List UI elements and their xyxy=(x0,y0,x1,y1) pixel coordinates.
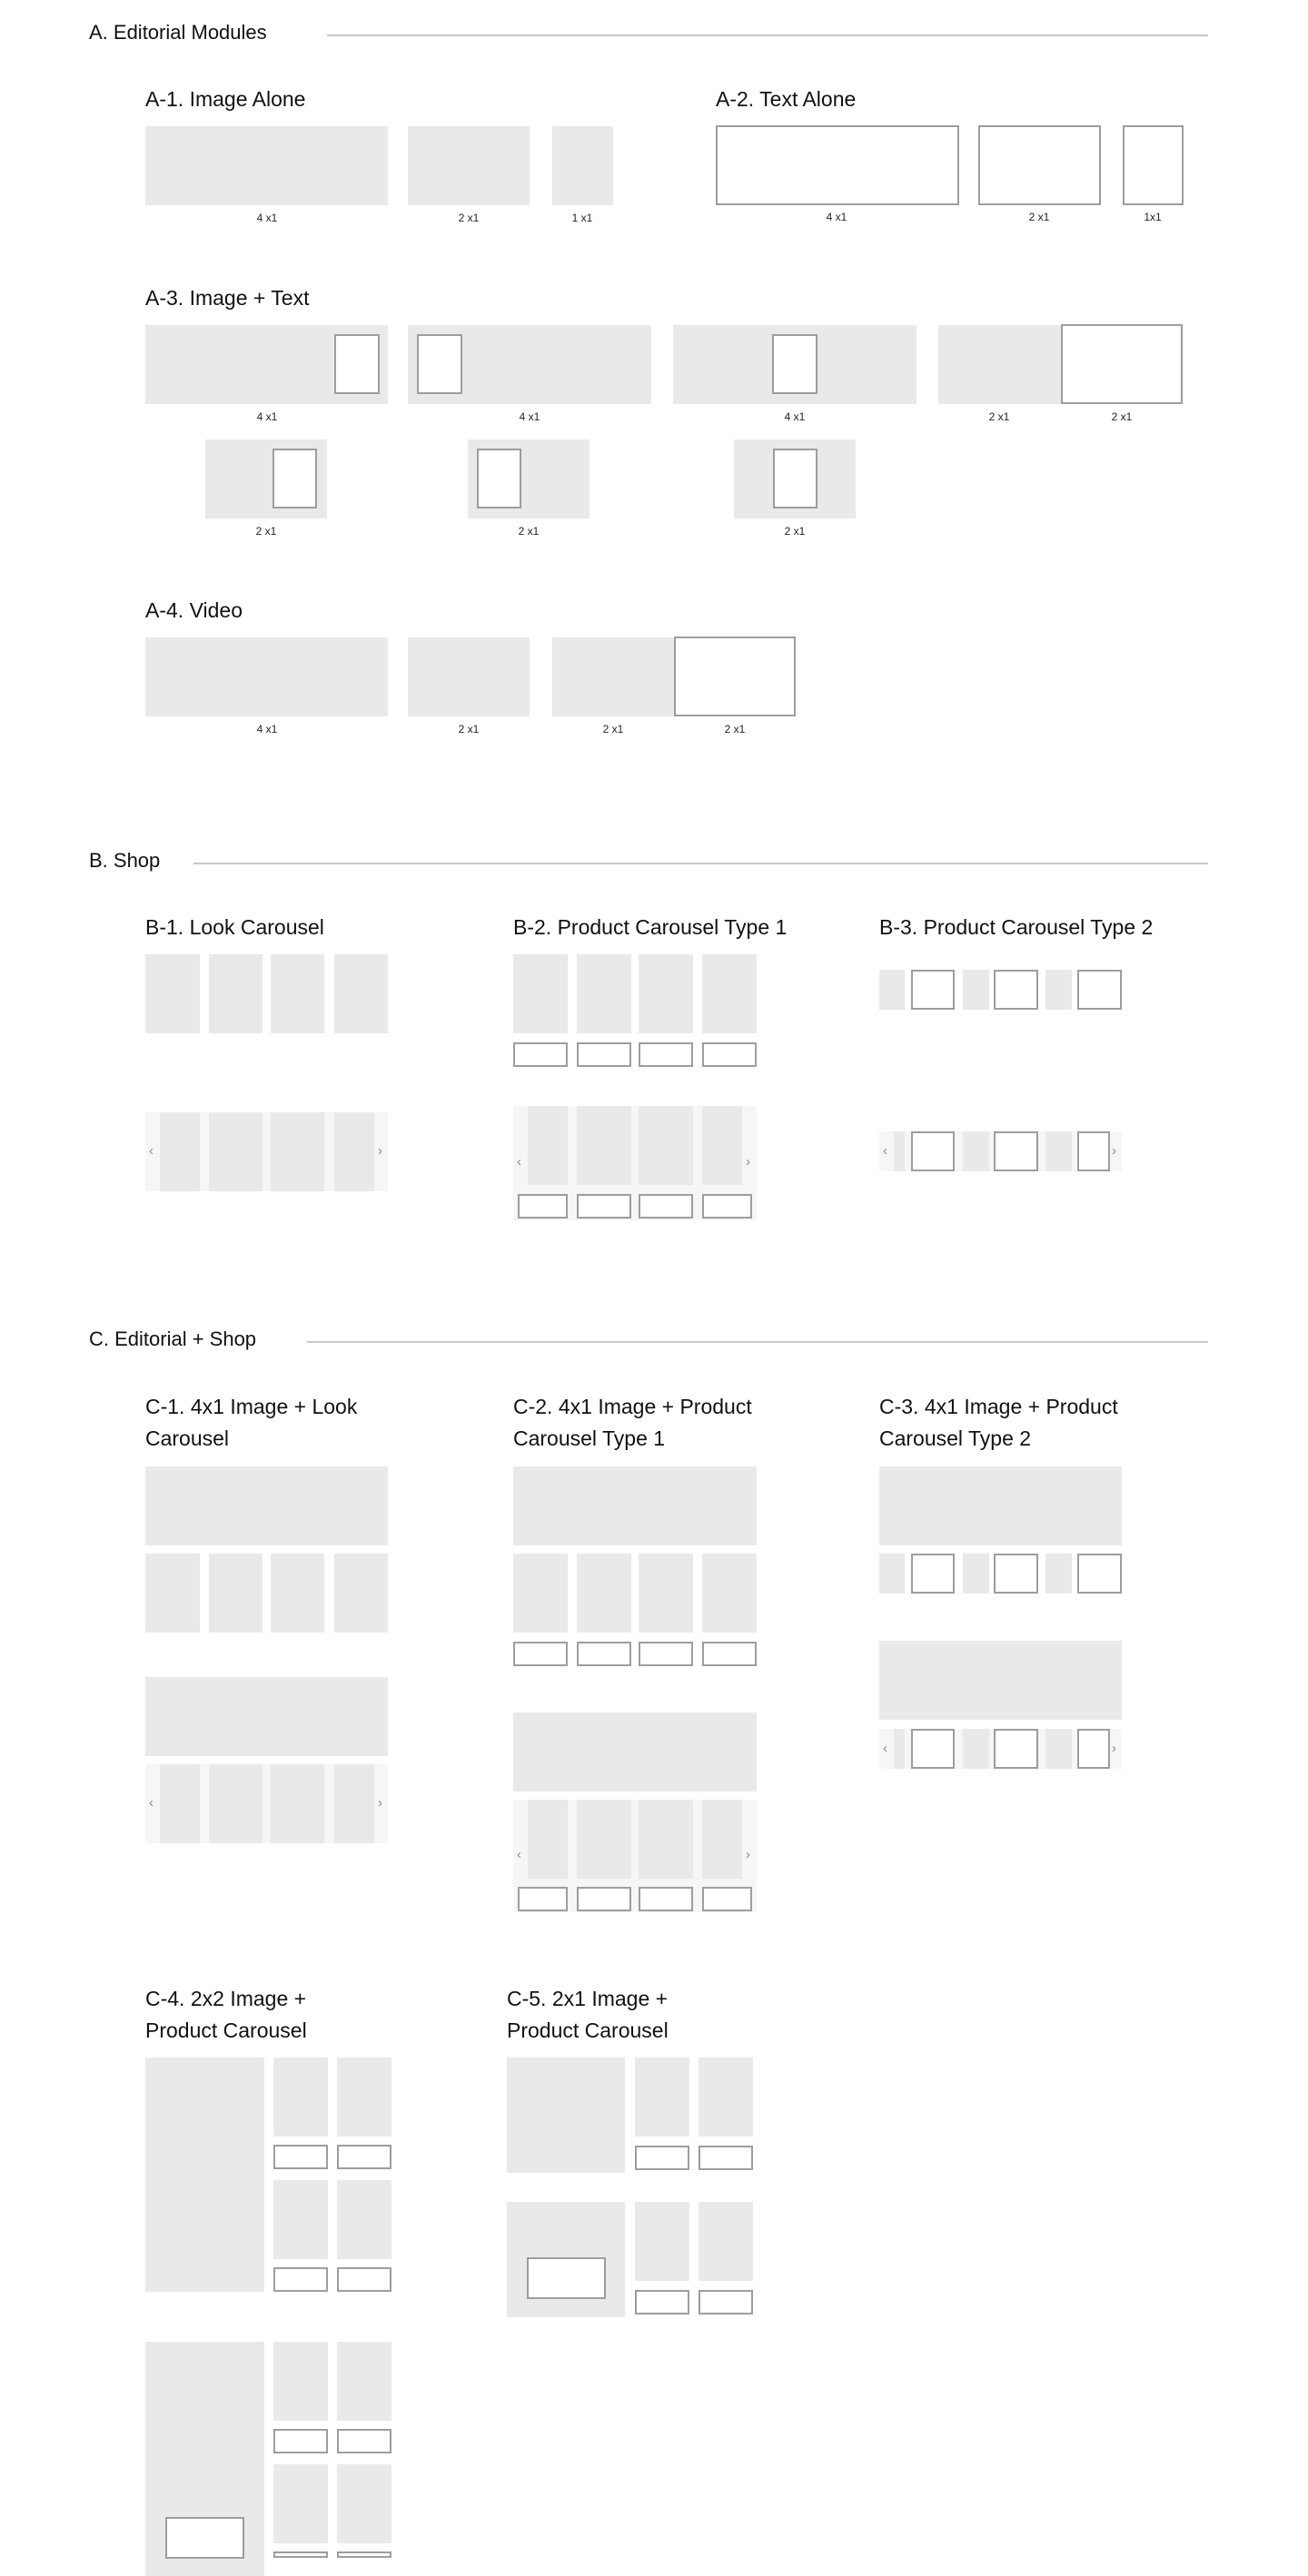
caption: 4 x1 xyxy=(784,410,806,423)
chevron-left-icon[interactable]: ‹ xyxy=(883,1741,887,1756)
b2-title: B-2. Product Carousel Type 1 xyxy=(513,915,788,939)
a3-text-box-right xyxy=(272,449,317,508)
b2-product-image xyxy=(528,1106,568,1185)
caption: 2 x1 xyxy=(988,410,1010,423)
b2-product-info xyxy=(518,1194,568,1219)
b2-product-image xyxy=(513,954,568,1033)
c2-product-image xyxy=(702,1800,742,1879)
section-c-divider xyxy=(307,1341,1208,1343)
c1-look-tile xyxy=(271,1554,324,1633)
c1-look-tile xyxy=(271,1764,324,1843)
b1-look-tile xyxy=(271,1112,324,1191)
caption: 4 x1 xyxy=(256,212,278,224)
a3-text-box-center xyxy=(773,449,818,508)
c2-product-image xyxy=(577,1554,631,1633)
c4-product-image xyxy=(273,2464,328,2543)
a3-text-2x1 xyxy=(1061,324,1183,404)
chevron-left-icon[interactable]: ‹ xyxy=(883,1143,887,1159)
b2-product-image xyxy=(702,954,757,1033)
b3-product-info xyxy=(1077,970,1122,1010)
chevron-right-icon[interactable]: › xyxy=(746,1847,750,1862)
b1-title: B-1. Look Carousel xyxy=(145,915,324,939)
c1-look-tile xyxy=(160,1764,200,1843)
section-b-title: B. Shop xyxy=(89,849,161,872)
c4-product-info xyxy=(337,2551,391,2558)
c4-product-image xyxy=(337,2058,391,2137)
c3-product-image xyxy=(894,1729,905,1769)
c2-title-line2: Carousel Type 1 xyxy=(513,1426,666,1450)
c1-look-tile xyxy=(145,1554,200,1633)
c5-product-info xyxy=(699,2290,753,2314)
c5-product-image xyxy=(635,2202,689,2281)
a4-title: A-4. Video xyxy=(145,598,243,622)
c3-product-image xyxy=(963,1554,989,1594)
b2-product-info xyxy=(702,1194,752,1219)
b1-look-tile xyxy=(334,1112,374,1191)
c3-product-info xyxy=(994,1729,1038,1769)
c4-product-info xyxy=(273,2145,328,2169)
b2-product-info xyxy=(577,1042,631,1067)
a3-title: A-3. Image + Text xyxy=(145,286,310,310)
chevron-right-icon[interactable]: › xyxy=(1112,1741,1116,1756)
chevron-right-icon[interactable]: › xyxy=(378,1795,382,1811)
a3-text-box-left xyxy=(477,449,521,508)
caption: 4 x1 xyxy=(826,211,847,223)
b3-product-image xyxy=(963,1131,989,1171)
c4-product-info xyxy=(273,2429,328,2453)
c2-product-image xyxy=(702,1554,757,1633)
b2-product-info xyxy=(639,1042,693,1067)
a2-text-1x1 xyxy=(1123,125,1184,205)
c2-product-info xyxy=(702,1887,752,1911)
c4-product-image xyxy=(273,2180,328,2259)
b3-product-info xyxy=(911,970,955,1010)
chevron-left-icon[interactable]: ‹ xyxy=(517,1847,521,1862)
b2-product-info xyxy=(702,1042,757,1067)
c2-image-4x1 xyxy=(513,1466,757,1545)
b1-look-tile xyxy=(145,954,200,1033)
a3-image-2x1 xyxy=(938,325,1061,404)
chevron-right-icon[interactable]: › xyxy=(746,1154,750,1170)
a4-video-4x1 xyxy=(145,637,388,716)
c3-product-info xyxy=(911,1729,955,1769)
a2-text-4x1 xyxy=(716,125,959,205)
c1-look-tile xyxy=(334,1554,388,1633)
c5-image-2x1 xyxy=(507,2058,625,2173)
caption: 2 x1 xyxy=(255,525,277,538)
c4-product-image xyxy=(273,2342,328,2421)
a4-video-2x1 xyxy=(408,637,530,716)
c1-look-tile xyxy=(209,1554,263,1633)
chevron-left-icon[interactable]: ‹ xyxy=(517,1154,521,1170)
c3-product-image xyxy=(1045,1554,1072,1594)
a1-title: A-1. Image Alone xyxy=(145,87,306,111)
b1-look-tile xyxy=(209,1112,263,1191)
caption: 4 x1 xyxy=(519,410,540,423)
c5-product-image xyxy=(635,2058,689,2137)
c4-product-image xyxy=(337,2180,391,2259)
c3-product-image xyxy=(1045,1729,1072,1769)
c4-product-info xyxy=(337,2429,391,2453)
b3-product-image xyxy=(1045,1131,1072,1171)
c2-title-line1: C-2. 4x1 Image + Product xyxy=(513,1395,752,1418)
c2-product-info xyxy=(577,1642,631,1666)
c5-product-image xyxy=(699,2058,753,2137)
c1-look-tile xyxy=(334,1764,374,1843)
c2-product-info xyxy=(702,1642,757,1666)
caption: 2 x1 xyxy=(1028,211,1050,223)
c2-product-info xyxy=(577,1887,631,1911)
caption: 1x1 xyxy=(1144,211,1162,223)
b2-product-image xyxy=(577,1106,631,1185)
b2-product-info xyxy=(513,1042,568,1067)
c4-product-info xyxy=(273,2267,328,2292)
c2-image-4x1 xyxy=(513,1712,757,1791)
b2-product-image xyxy=(639,1106,693,1185)
section-a-title: A. Editorial Modules xyxy=(89,21,267,44)
chevron-left-icon[interactable]: ‹ xyxy=(149,1795,154,1811)
b2-product-image xyxy=(639,954,693,1033)
b3-title: B-3. Product Carousel Type 2 xyxy=(879,915,1154,939)
a3-text-box-left xyxy=(417,334,462,394)
c3-image-4x1 xyxy=(879,1466,1122,1545)
chevron-right-icon[interactable]: › xyxy=(1112,1143,1116,1159)
caption: 2 x1 xyxy=(724,723,746,735)
b2-product-info xyxy=(577,1194,631,1219)
a4-text-2x1 xyxy=(674,637,796,716)
b3-product-image xyxy=(963,970,989,1010)
b3-product-info xyxy=(911,1131,955,1171)
caption: 4 x1 xyxy=(256,410,278,423)
c5-title-line2: Product Carousel xyxy=(507,2018,669,2042)
section-b-divider xyxy=(193,863,1208,864)
c4-product-image xyxy=(273,2058,328,2137)
a1-image-4x1 xyxy=(145,126,388,205)
a3-text-box-right xyxy=(334,334,380,394)
c3-title-line2: Carousel Type 2 xyxy=(879,1426,1032,1450)
c3-product-info xyxy=(1077,1729,1110,1769)
caption: 2 x1 xyxy=(458,212,480,224)
a2-text-2x1 xyxy=(978,125,1101,205)
a1-image-2x1 xyxy=(408,126,530,205)
c2-product-info xyxy=(639,1642,693,1666)
a2-title: A-2. Text Alone xyxy=(716,87,857,111)
section-c-title: C. Editorial + Shop xyxy=(89,1327,257,1350)
chevron-left-icon[interactable]: ‹ xyxy=(149,1143,154,1159)
c2-product-image xyxy=(639,1800,693,1879)
c4-product-image xyxy=(337,2342,391,2421)
b1-look-tile xyxy=(209,954,263,1033)
b3-product-image xyxy=(1045,970,1072,1010)
c3-title-line1: C-3. 4x1 Image + Product xyxy=(879,1395,1118,1418)
c1-title-line1: C-1. 4x1 Image + Look xyxy=(145,1395,358,1418)
b3-product-info xyxy=(1077,1131,1110,1171)
b1-look-tile xyxy=(160,1112,200,1191)
c1-title-line2: Carousel xyxy=(145,1426,230,1450)
c3-product-image xyxy=(879,1554,905,1594)
c4-product-image xyxy=(337,2464,391,2543)
caption: 2 x1 xyxy=(458,723,480,735)
c5-title-line1: C-5. 2x1 Image + xyxy=(507,1987,669,2010)
b3-product-info xyxy=(994,1131,1038,1171)
c4-text-box xyxy=(165,2517,244,2559)
c4-image-2x2 xyxy=(145,2058,264,2292)
c4-title-line1: C-4. 2x2 Image + xyxy=(145,1987,307,2010)
b3-product-info xyxy=(994,970,1038,1010)
c4-product-info xyxy=(337,2267,391,2292)
b2-product-info xyxy=(639,1194,693,1219)
c3-product-info xyxy=(911,1554,955,1594)
caption: 2 x1 xyxy=(1111,410,1133,423)
c2-product-image xyxy=(639,1554,693,1633)
c5-product-image xyxy=(699,2202,753,2281)
c1-image-4x1 xyxy=(145,1677,388,1756)
c3-product-image xyxy=(963,1729,989,1769)
caption: 4 x1 xyxy=(256,723,278,735)
c4-title-line2: Product Carousel xyxy=(145,2018,307,2042)
c5-product-info xyxy=(635,2146,689,2170)
a3-text-box-center xyxy=(772,334,818,394)
caption: 2 x1 xyxy=(784,525,806,538)
c2-product-image xyxy=(577,1800,631,1879)
c5-product-info xyxy=(699,2146,753,2170)
c3-product-info xyxy=(994,1554,1038,1594)
chevron-right-icon[interactable]: › xyxy=(378,1143,382,1159)
c4-product-info xyxy=(337,2145,391,2169)
caption: 2 x1 xyxy=(518,525,540,538)
c2-product-info xyxy=(518,1887,568,1911)
a1-image-1x1 xyxy=(552,126,613,205)
c2-product-info xyxy=(639,1887,693,1911)
c4-product-info xyxy=(273,2551,328,2558)
b1-look-tile xyxy=(271,954,324,1033)
a4-video-2x1 xyxy=(552,637,674,716)
c5-product-info xyxy=(635,2290,689,2314)
caption: 2 x1 xyxy=(602,723,624,735)
b3-product-image xyxy=(879,970,905,1010)
b1-look-tile xyxy=(334,954,388,1033)
c2-product-image xyxy=(528,1800,568,1879)
caption: 1 x1 xyxy=(571,212,593,224)
section-a-divider xyxy=(327,35,1208,36)
c5-text-box xyxy=(527,2257,606,2299)
b2-product-image xyxy=(577,954,631,1033)
c3-product-info xyxy=(1077,1554,1122,1594)
c3-image-4x1 xyxy=(879,1641,1122,1720)
c1-image-4x1 xyxy=(145,1466,388,1545)
c2-product-image xyxy=(513,1554,568,1633)
b3-product-image xyxy=(894,1131,905,1171)
b2-product-image xyxy=(702,1106,742,1185)
c1-look-tile xyxy=(209,1764,263,1843)
c2-product-info xyxy=(513,1642,568,1666)
